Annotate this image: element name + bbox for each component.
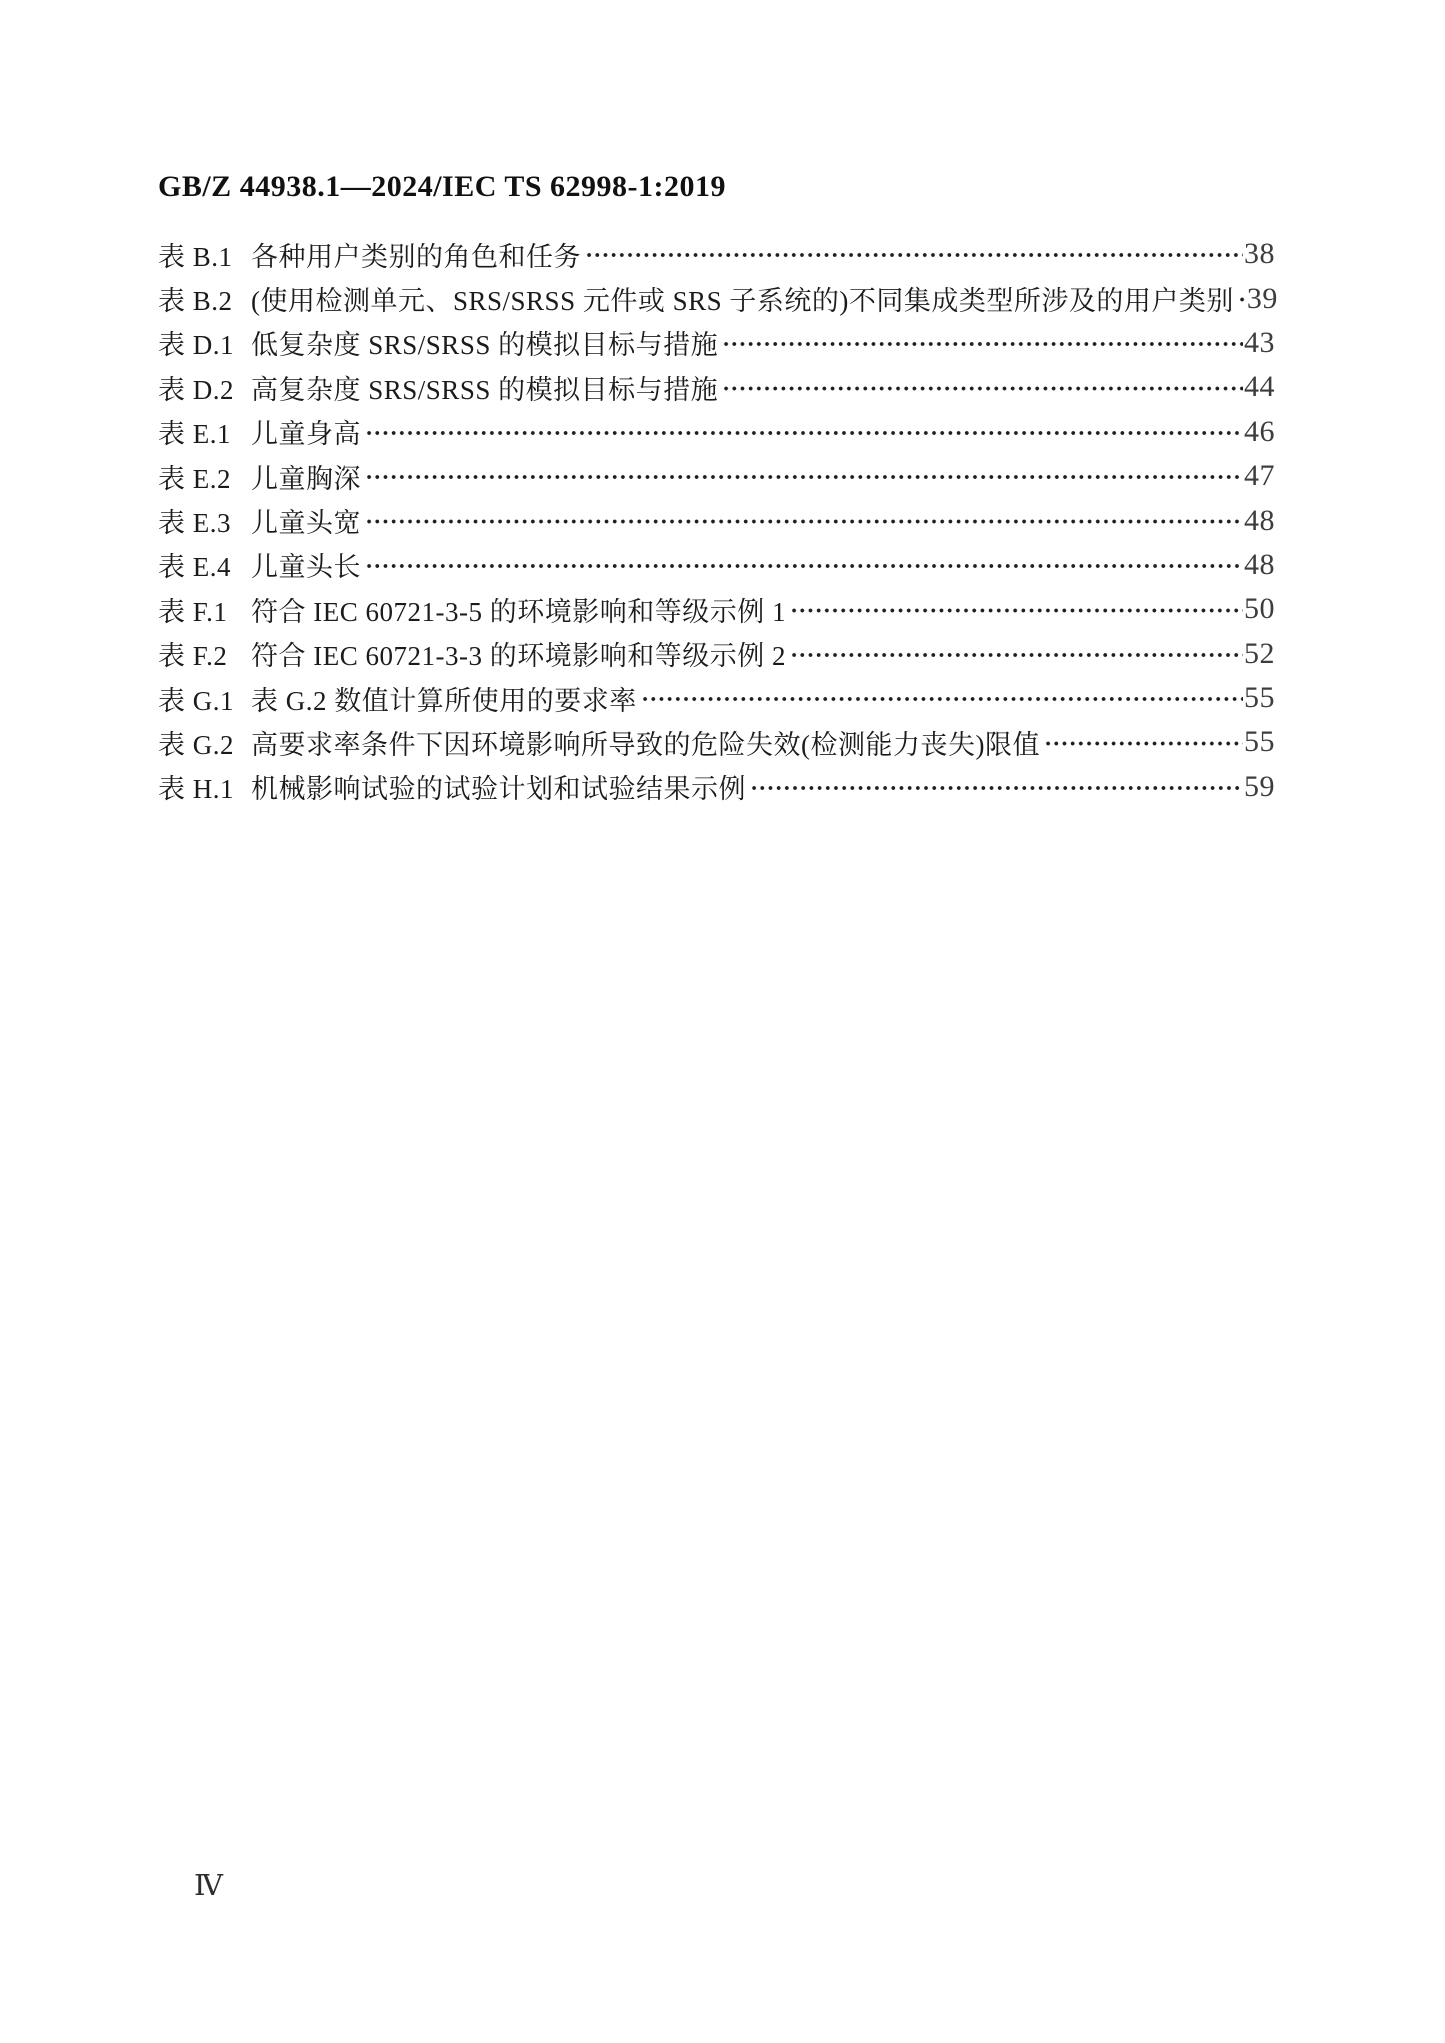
toc-entry-row bbox=[158, 765, 1275, 809]
page-number-value: 55 bbox=[1244, 681, 1275, 715]
folio-page-number: Ⅳ bbox=[194, 1870, 223, 1902]
toc-entry-row bbox=[158, 498, 1275, 542]
dotted-leader bbox=[1236, 276, 1246, 320]
toc-entry-row bbox=[158, 676, 1275, 720]
dotted-leader bbox=[363, 498, 1243, 542]
table-number-label: 表 D.2 bbox=[158, 374, 234, 405]
dotted-leader bbox=[363, 410, 1243, 454]
table-number-label: 表 F.2 bbox=[158, 641, 228, 672]
table-title-text: 符合 IEC 60721-3-5 的环境影响和等级示例 1 bbox=[251, 596, 786, 627]
table-number-label: 表 F.1 bbox=[158, 596, 228, 627]
list-of-tables bbox=[158, 232, 1278, 809]
table-title-text: 机械影响试验的试验计划和试验结果示例 bbox=[251, 774, 746, 805]
toc-entry-row bbox=[158, 321, 1275, 365]
dotted-leader bbox=[639, 676, 1243, 720]
toc-entry-row bbox=[158, 632, 1275, 676]
toc-entry-row bbox=[158, 365, 1275, 409]
page-number-value: 43 bbox=[1244, 325, 1275, 359]
table-number-label: 表 D.1 bbox=[158, 330, 234, 361]
page-number-value: 46 bbox=[1244, 414, 1275, 448]
page-number-value: 39 bbox=[1246, 281, 1278, 315]
page-number-value: 47 bbox=[1244, 459, 1275, 493]
table-title-text: 低复杂度 SRS/SRSS 的模拟目标与措施 bbox=[251, 330, 719, 361]
table-number-label: 表 B.2 bbox=[158, 286, 233, 317]
table-title-text: (使用检测单元、SRS/SRSS 元件或 SRS 子系统的)不同集成类型所涉及的用户类别 bbox=[251, 286, 1234, 317]
dotted-leader bbox=[748, 765, 1243, 809]
standard-number-header: GB/Z 44938.1—2024/IEC TS 62998-1:2019 bbox=[158, 170, 727, 203]
toc-entry-row bbox=[158, 720, 1275, 764]
page-number-value: 52 bbox=[1244, 636, 1275, 670]
dotted-leader bbox=[720, 321, 1243, 365]
page-number-value: 38 bbox=[1244, 237, 1275, 271]
toc-entry-row bbox=[158, 410, 1275, 454]
table-title-text: 儿童头宽 bbox=[251, 508, 361, 539]
page-number-value: 50 bbox=[1244, 592, 1275, 626]
page-number-value: 48 bbox=[1244, 503, 1275, 537]
dotted-leader bbox=[788, 632, 1243, 676]
page-number-value: 55 bbox=[1244, 725, 1275, 759]
toc-entry-row bbox=[158, 232, 1275, 276]
dotted-leader bbox=[1042, 720, 1243, 764]
table-title-text: 儿童身高 bbox=[251, 419, 361, 450]
table-title-text: 各种用户类别的角色和任务 bbox=[251, 241, 581, 272]
toc-entry-row bbox=[158, 454, 1275, 498]
table-number-label: 表 E.2 bbox=[158, 463, 231, 494]
table-number-label: 表 E.1 bbox=[158, 419, 231, 450]
table-title-text: 高复杂度 SRS/SRSS 的模拟目标与措施 bbox=[251, 374, 719, 405]
table-title-text: 儿童头长 bbox=[251, 552, 361, 583]
toc-entry-row bbox=[158, 587, 1275, 631]
page-number-value: 48 bbox=[1244, 547, 1275, 581]
dotted-leader bbox=[720, 365, 1243, 409]
table-number-label: 表 H.1 bbox=[158, 774, 234, 805]
dotted-leader bbox=[363, 454, 1243, 498]
table-title-text: 表 G.2 数值计算所使用的要求率 bbox=[251, 685, 637, 716]
table-number-label: 表 E.4 bbox=[158, 552, 231, 583]
table-title-text: 儿童胸深 bbox=[251, 463, 361, 494]
table-number-label: 表 G.1 bbox=[158, 685, 234, 716]
toc-entry-row bbox=[158, 276, 1278, 320]
table-title-text: 符合 IEC 60721-3-3 的环境影响和等级示例 2 bbox=[251, 641, 786, 672]
dotted-leader bbox=[363, 543, 1243, 587]
dotted-leader bbox=[788, 587, 1243, 631]
table-number-label: 表 B.1 bbox=[158, 241, 233, 272]
toc-entry-row bbox=[158, 543, 1275, 587]
page-number-value: 59 bbox=[1244, 769, 1275, 803]
table-number-label: 表 E.3 bbox=[158, 508, 231, 539]
table-number-label: 表 G.2 bbox=[158, 729, 234, 760]
page-number-value: 44 bbox=[1244, 370, 1275, 404]
table-title-text: 高要求率条件下因环境影响所导致的危险失效(检测能力丧失)限值 bbox=[251, 729, 1040, 760]
dotted-leader bbox=[583, 232, 1243, 276]
